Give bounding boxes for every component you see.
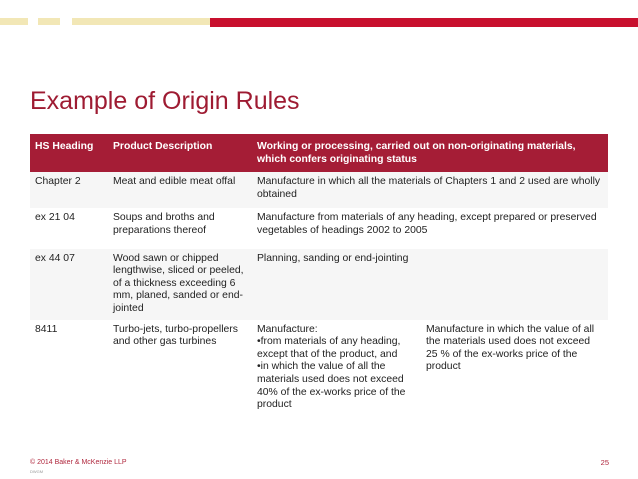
- cell-line: •from materials of any heading, except that of the product, and: [257, 336, 401, 360]
- header-product-description: Product Description: [108, 134, 252, 172]
- footer-copyright: © 2014 Baker & McKenzie LLP: [30, 459, 127, 466]
- cell-line: Planning, sanding or end-jointing: [257, 252, 409, 264]
- cell-line: Manufacture:: [257, 323, 318, 335]
- table-row: [30, 172, 608, 208]
- table-row: [30, 249, 608, 320]
- cell-hs-heading: Chapter 2: [30, 172, 108, 208]
- cell-hs-heading: ex 21 04: [30, 208, 108, 248]
- bar-strip-segment: [0, 18, 28, 25]
- bar-strip-segment: [38, 18, 60, 25]
- cell-working-processing: [252, 249, 608, 320]
- cell-line: •in which the value of all the materials used does not exceed 40% of the ex-works price of the product: [257, 361, 406, 411]
- table-row: [30, 320, 608, 438]
- cell-working-processing: [252, 172, 608, 208]
- top-decorative-bar: [0, 0, 638, 29]
- cell-working-processing: [252, 208, 608, 248]
- cell-alternative-rule: [421, 320, 608, 438]
- table-header-row: [30, 134, 608, 172]
- cell-line: Manufacture in which all the materials of Chapters 1 and 2 used are wholly obtained: [257, 176, 601, 200]
- cell-product-description: Meat and edible meat offal: [108, 172, 252, 208]
- cell-product-description: Soups and broths and preparations thereof: [108, 208, 252, 248]
- cell-line: Manufacture from materials of any heading, except prepared or preserved vegetables of headings 2002 to 2005: [257, 212, 597, 236]
- bar-strip-segment: [72, 18, 210, 25]
- cell-product-description: Wood sawn or chipped lengthwise, sliced or peeled, of a thickness exceeding 6 mm, planed, sanded or end-jointed: [108, 249, 252, 320]
- cell-product-description: Turbo-jets, turbo-propellers and other gas turbines: [108, 320, 252, 438]
- header-hs-heading: HS Heading: [30, 134, 108, 172]
- cell-line: Manufacture in which the value of all the materials used does not exceed 25 % of the ex-works price of the product: [426, 323, 595, 373]
- cell-hs-heading: ex 44 07: [30, 249, 108, 320]
- cell-working-processing: [252, 320, 421, 438]
- cell-hs-heading: 8411: [30, 320, 108, 438]
- origin-rules-table: [30, 134, 608, 438]
- bar-red-segment: [210, 18, 638, 27]
- slide-title: Example of Origin Rules: [30, 87, 300, 115]
- footer-code: DWGM: [30, 469, 44, 474]
- table-row: [30, 208, 608, 248]
- header-working-processing: Working or processing, carried out on non-originating materials, which confers originating status: [252, 134, 608, 172]
- page-number: 25: [600, 458, 609, 467]
